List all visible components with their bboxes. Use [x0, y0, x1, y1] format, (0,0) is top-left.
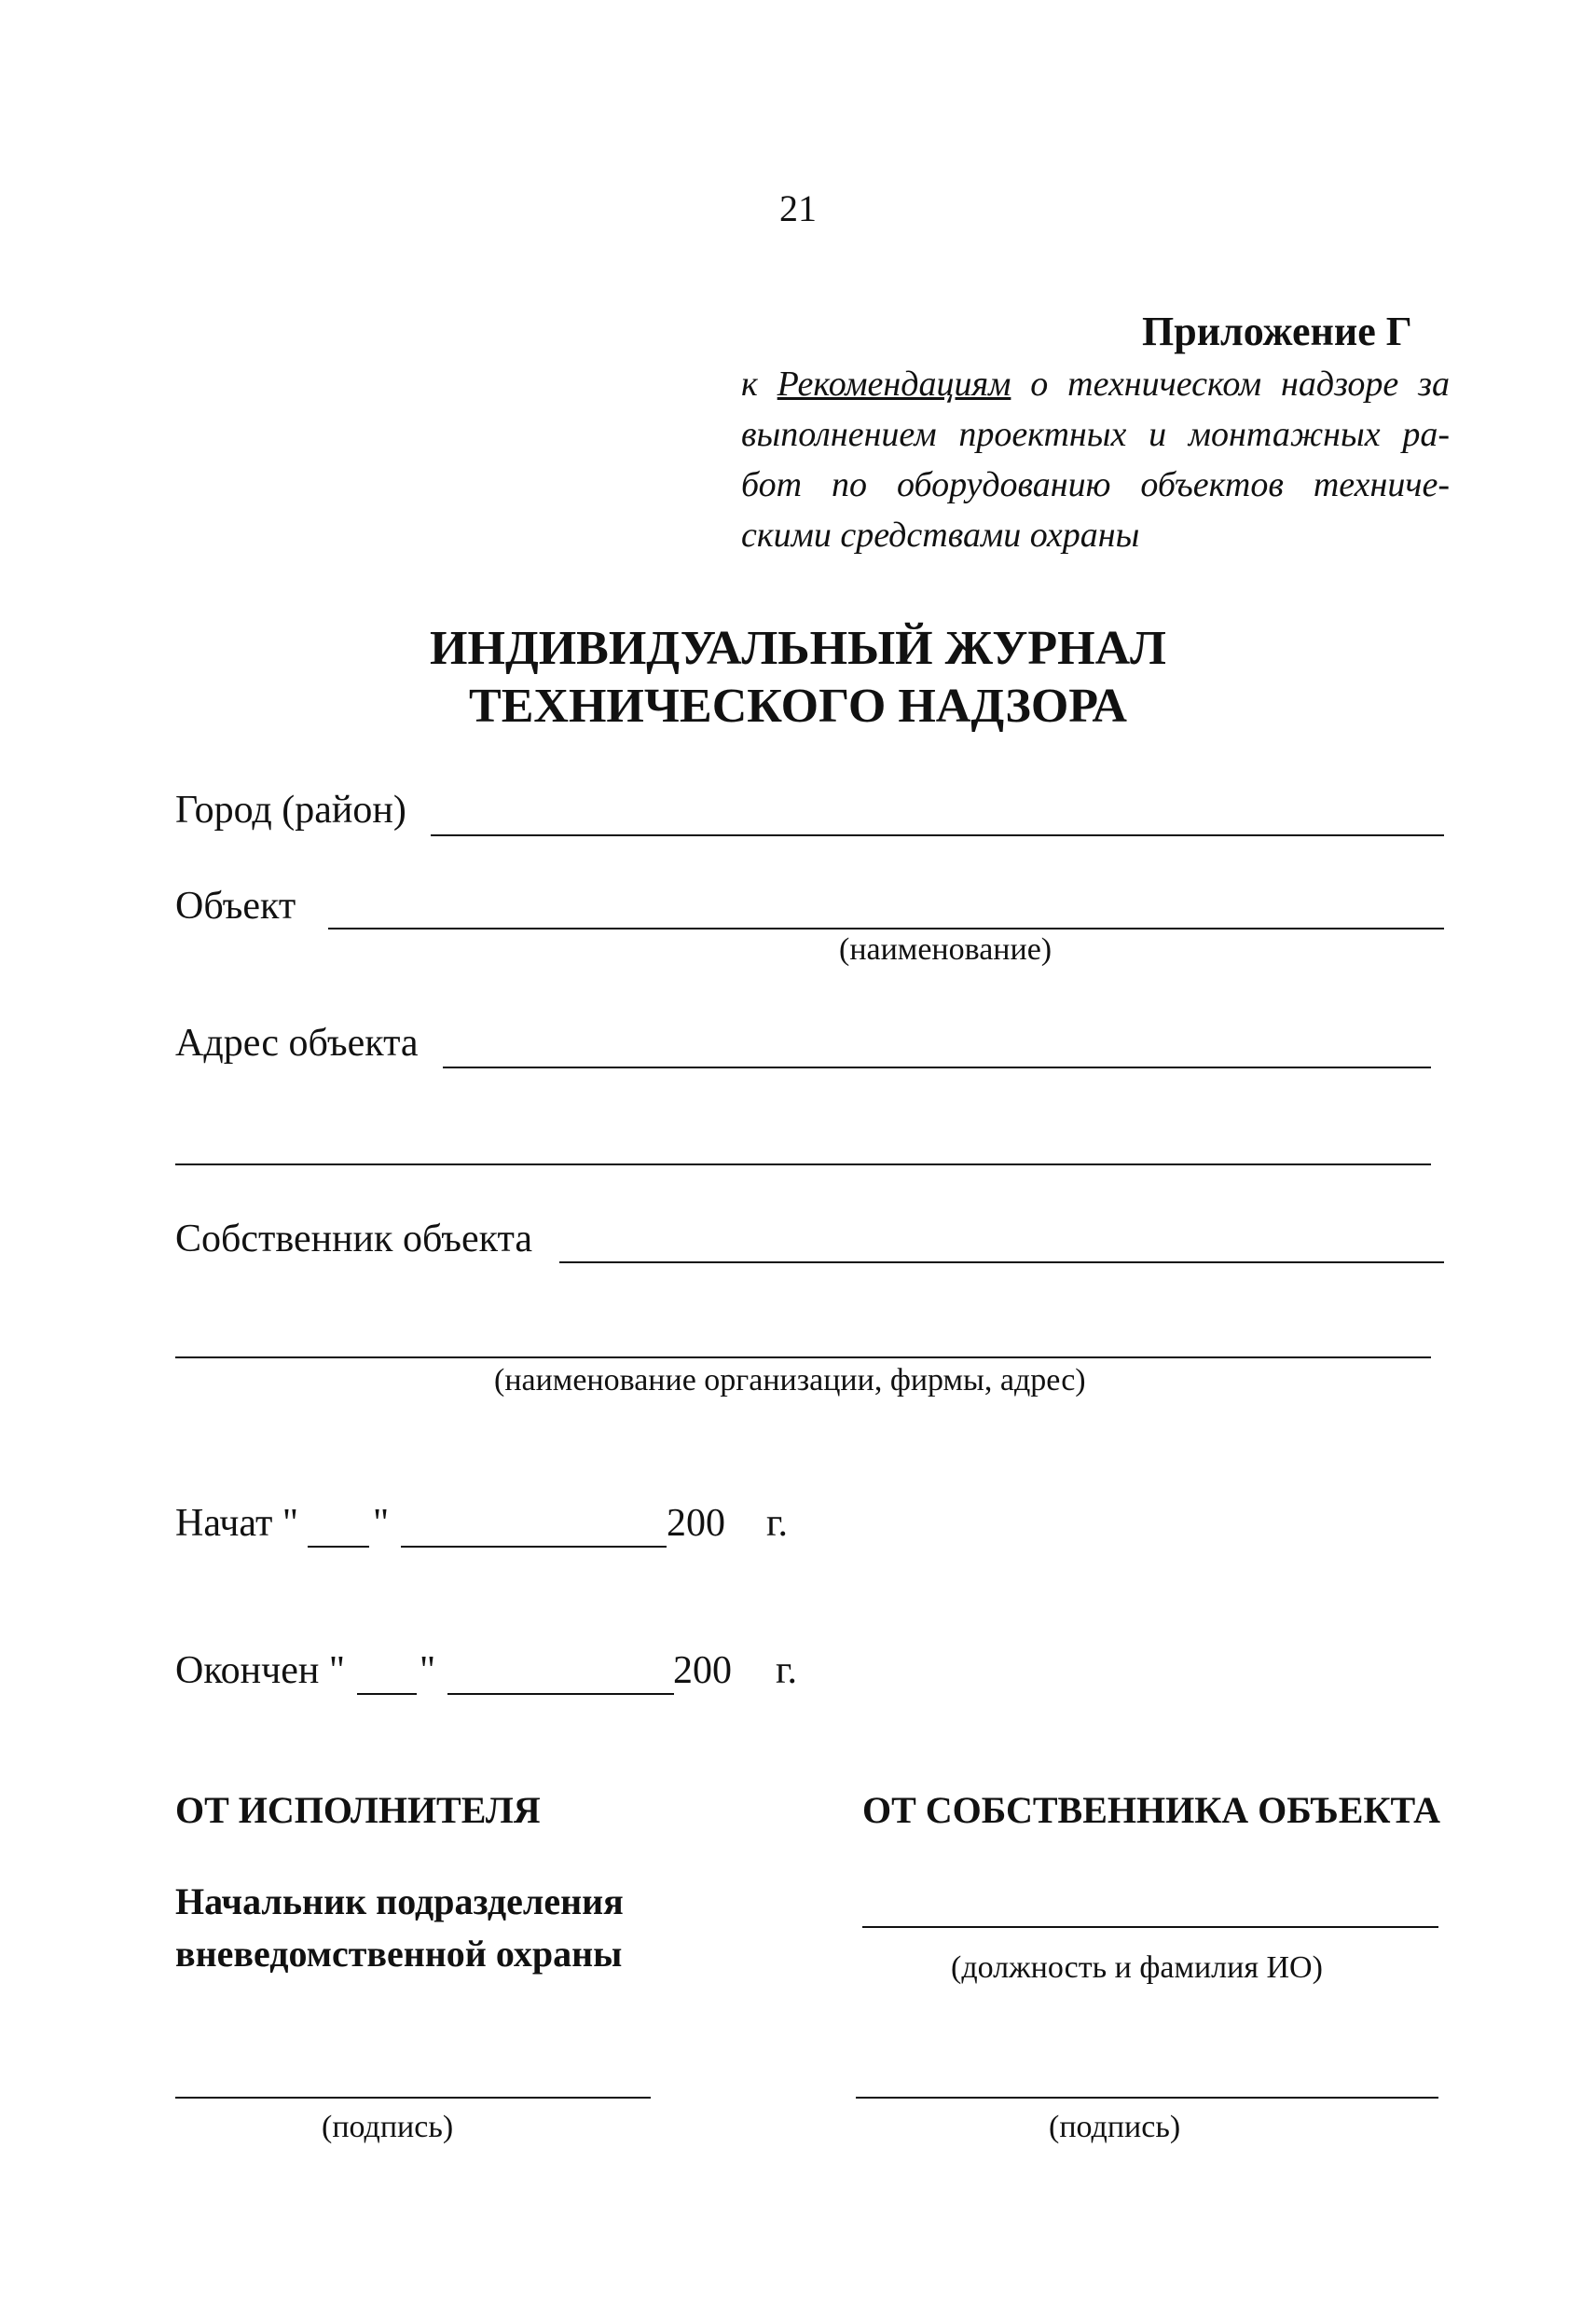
address-label: Адрес объекта	[175, 1022, 419, 1065]
appendix-ref-line-1-rest: о техническом надзоре за	[1011, 365, 1451, 404]
city-field-line[interactable]	[431, 834, 1444, 836]
finished-year-suffix: г.	[776, 1649, 797, 1692]
executor-role-line-1: Начальник подразделения	[175, 1880, 624, 1922]
object-caption: (наименование)	[839, 932, 1053, 967]
address-field-line[interactable]	[443, 1067, 1431, 1068]
finished-day-line[interactable]	[357, 1693, 417, 1695]
object-field-line[interactable]	[328, 928, 1444, 929]
document-title-line-1: ИНДИВИДУАЛЬНЫЙ ЖУРНАЛ	[430, 622, 1166, 675]
executor-role	[175, 1876, 624, 1980]
appendix-ref-line-4: скими средствами охраны	[741, 516, 1140, 555]
document-title	[0, 620, 1596, 736]
owner-signature-caption: (подпись)	[1049, 2110, 1181, 2144]
finished-month-line[interactable]	[447, 1693, 674, 1695]
executor-role-line-2: вневедомственной охраны	[175, 1933, 623, 1975]
finished-label: Окончен "	[175, 1649, 345, 1692]
started-day-line[interactable]	[308, 1546, 369, 1548]
object-label: Объект	[175, 885, 296, 928]
document-title-line-2: ТЕХНИЧЕСКОГО НАДЗОРА	[469, 680, 1127, 733]
appendix-ref-line-3: бот по оборудованию объектов техниче-	[741, 465, 1450, 504]
address-field-line-2[interactable]	[175, 1163, 1431, 1165]
city-label: Город (район)	[175, 789, 406, 832]
page-number: 21	[779, 187, 817, 229]
executor-signature-line[interactable]	[175, 2097, 651, 2099]
recommendations-link[interactable]: Рекомендациям	[777, 365, 1011, 404]
started-year-suffix: г.	[766, 1502, 788, 1545]
owner-caption: (наименование организации, фирмы, адрес)	[494, 1363, 1086, 1397]
owner-role-line[interactable]	[862, 1926, 1438, 1928]
appendix-title: Приложение Г	[1142, 309, 1412, 354]
started-quote: "	[373, 1502, 390, 1545]
appendix-ref-prefix: к	[741, 365, 777, 404]
owner-role-caption: (должность и фамилия ИО)	[951, 1950, 1323, 1985]
owner-field-line-2[interactable]	[175, 1356, 1431, 1358]
started-label: Начат "	[175, 1502, 298, 1545]
owner-signature-line[interactable]	[856, 2097, 1438, 2099]
executor-signature-caption: (подпись)	[322, 2110, 454, 2144]
appendix-ref-line-1	[741, 359, 1450, 409]
appendix-ref-line-2: выполнением проектных и монтажных ра-	[741, 415, 1450, 454]
started-year: 200	[667, 1502, 725, 1545]
owner-field-line[interactable]	[559, 1261, 1444, 1263]
finished-year: 200	[673, 1649, 732, 1692]
appendix-reference	[741, 359, 1450, 560]
started-month-line[interactable]	[401, 1546, 667, 1548]
owner-heading: ОТ СОБСТВЕННИКА ОБЪЕКТА	[862, 1789, 1441, 1831]
owner-label: Собственник объекта	[175, 1218, 532, 1260]
finished-quote: "	[420, 1649, 436, 1692]
executor-heading: ОТ ИСПОЛНИТЕЛЯ	[175, 1789, 541, 1831]
